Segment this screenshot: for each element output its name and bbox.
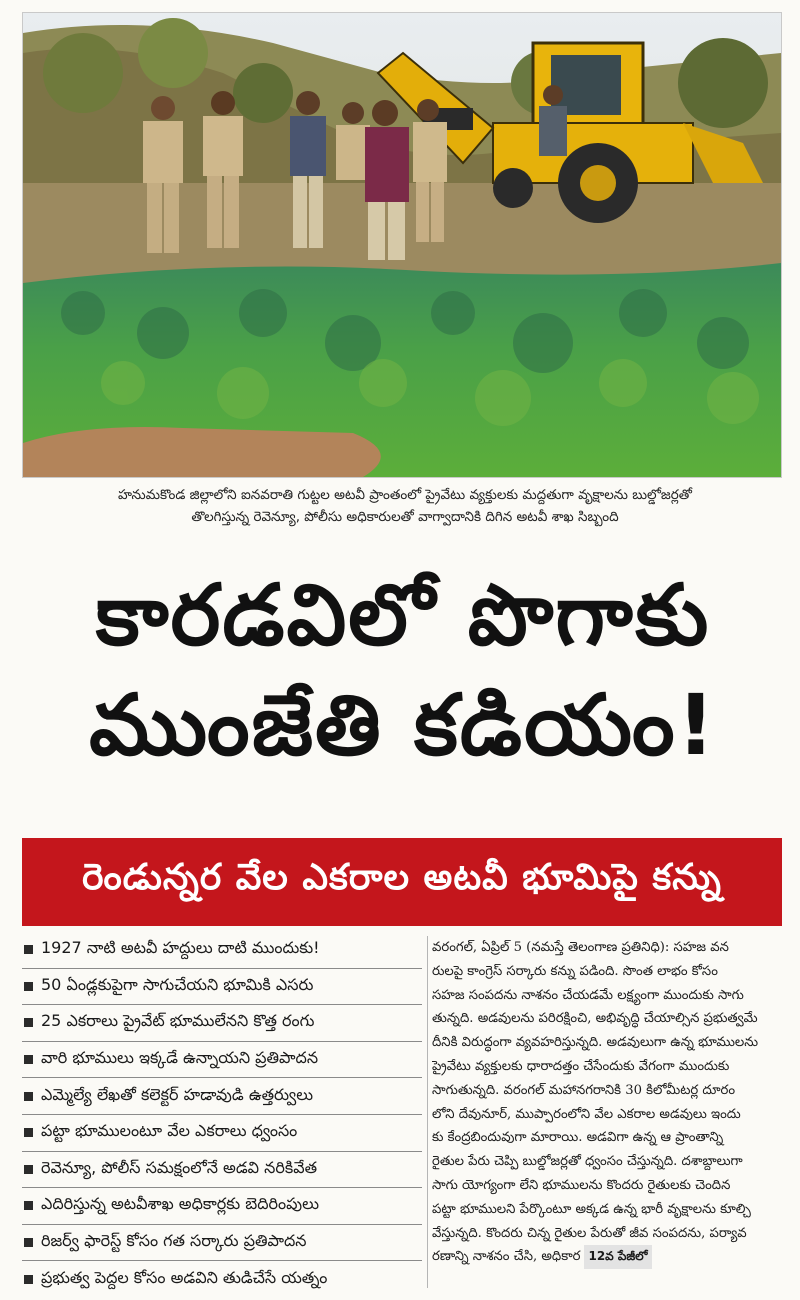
bullet-square-icon [24,1165,33,1174]
article-line: సాగుతున్నది. వరంగల్ మహానగరానికి 30 కిలోమీటర్ల దూరం [432,1082,736,1098]
subheadline-banner [22,838,782,926]
photo-caption [40,484,770,528]
bullet-square-icon [24,1201,33,1210]
article-line: తున్నది. అడవులను పరిరక్షించి, అభివృద్ధి చేయాల్సిన ప్రభుత్వమే [432,1011,758,1027]
highlight-item [22,1225,422,1262]
bullet-square-icon [24,1238,33,1247]
highlight-item [22,1115,422,1152]
article-line: కు కేంద్రబిందువుగా మారాయి. అడవిగా ఉన్న ఆ ప్రాంతాన్ని [432,1130,724,1146]
highlight-text: ఎదిరిస్తున్న అటవీశాఖ అధికార్లకు బెదిరింపులు [41,1194,319,1214]
column-divider [427,936,428,1288]
article-line: రైతుల పేరు చెప్పి బుల్డోజర్లతో ధ్వంసం చేస్తున్నది. దశాబ్దాలుగా [432,1154,743,1170]
bullet-square-icon [24,1018,33,1027]
highlight-item [22,1005,422,1042]
article-line: సహజ సంపదను నాశనం చేయడమే లక్ష్యంగా ముందుకు సాగు [432,987,744,1003]
caption-line-1: హనుమకొండ జిల్లాలోని ఐనవరాతి గుట్టల అటవీ ప్రాంతంలో ప్రైవేటు వ్యక్తులకు మద్దతుగా వృక్షాలను బుల్డోజర్లతో [118,487,692,503]
bullet-square-icon [24,945,33,954]
highlight-text: 25 ఎకరాలు ప్రైవేట్ భూములేనని కొత్త రంగు [41,1011,315,1031]
article-line: పట్టా భూములని పేర్కొంటూ అక్కడ ఉన్న భారీ వృక్షాలను కూల్చి [432,1201,751,1217]
highlight-text: రిజర్వ్ ఫారెస్ట్ కోసం గత సర్కారు ప్రతిపాదన [41,1231,307,1251]
continued-on-page-link[interactable]: 12వ పేజీలో [584,1245,651,1269]
article-line: వరంగల్, ఏప్రిల్ 5 (నమస్తే తెలంగాణ ప్రతినిధి): సహజ వన [432,940,729,955]
article-line: లోని దేవునూర్, ముప్పారంలోని వేల ఎకరాల అడవులు ఇందు [432,1106,741,1122]
highlight-item [22,969,422,1006]
bullet-square-icon [24,1092,33,1101]
highlight-item [22,1152,422,1189]
highlight-text: ఎమ్మెల్యే లేఖతో కలెక్టర్ హడావుడి ఉత్తర్వులు [41,1084,314,1104]
highlights-list [22,932,422,1297]
photo-illustration [23,13,781,477]
highlight-item [22,1188,422,1225]
article-body [432,936,784,1269]
subheadline-text: రెండున్నర వేల ఎకరాల అటవీ భూమిపై కన్ను [82,857,722,898]
bullet-square-icon [24,982,33,991]
headline-line-1: కారడవిలో పొగాకు [95,566,711,664]
bullet-square-icon [24,1275,33,1284]
highlight-text: 50 ఏండ్లకుపైగా సాగుచేయని భూమికి ఎసరు [41,974,314,994]
highlight-item [22,932,422,969]
highlight-text: రెవెన్యూ, పోలీస్ సమక్షంలోనే అడవి నరికివేత [41,1157,318,1177]
highlight-item [22,1078,422,1115]
bullet-square-icon [24,1128,33,1137]
article-line: సాగు యోగ్యంగా లేని భూములను కొందరు రైతులకు చెందిన [432,1177,731,1193]
article-line: దీనికి విరుద్ధంగా వ్యవహరిస్తున్నది. అడవులుగా ఉన్న భూములను [432,1035,759,1051]
highlight-text: వారి భూములు ఇక్కడే ఉన్నాయని ప్రతిపాదన [41,1048,319,1068]
article-last-line [432,1245,784,1269]
highlight-text: 1927 నాటి అటవీ హద్దులు దాటి ముందుకు! [41,938,320,958]
bullet-square-icon [24,1055,33,1064]
article-line-text: రణాన్ని నాశనం చేసి, అధికార [432,1249,581,1265]
highlight-text: పట్టా భూములంటూ వేల ఎకరాలు ధ్వంసం [41,1121,298,1141]
highlight-item [22,1261,422,1297]
article-line: రులపై కాంగ్రెస్ సర్కారు కన్ను పడింది. సొంత లాభం కోసం [432,963,718,979]
article-line: ప్రైవేటు వ్యక్తులకు ధారాదత్తం చేసేందుకు వేగంగా ముందుకు [432,1058,730,1074]
highlight-item [22,1042,422,1079]
highlight-text: ప్రభుత్వ పెద్దల కోసం అడవిని తుడిచేసే యత్నం [41,1267,328,1287]
news-photo [22,12,782,478]
article-line: వేస్తున్నది. కొందరు చిన్న రైతుల పేరుతో జీవ సంపదను, పర్యావ [432,1225,747,1241]
headline-line-2: ముంజేతి కడియం! [89,676,717,774]
caption-line-2: తొలగిస్తున్న రెవెన్యూ, పోలీసు అధికారులతో వాగ్వాదానికి దిగిన అటవీ శాఖ సిబ్బంది [191,509,619,525]
headline [18,560,788,780]
